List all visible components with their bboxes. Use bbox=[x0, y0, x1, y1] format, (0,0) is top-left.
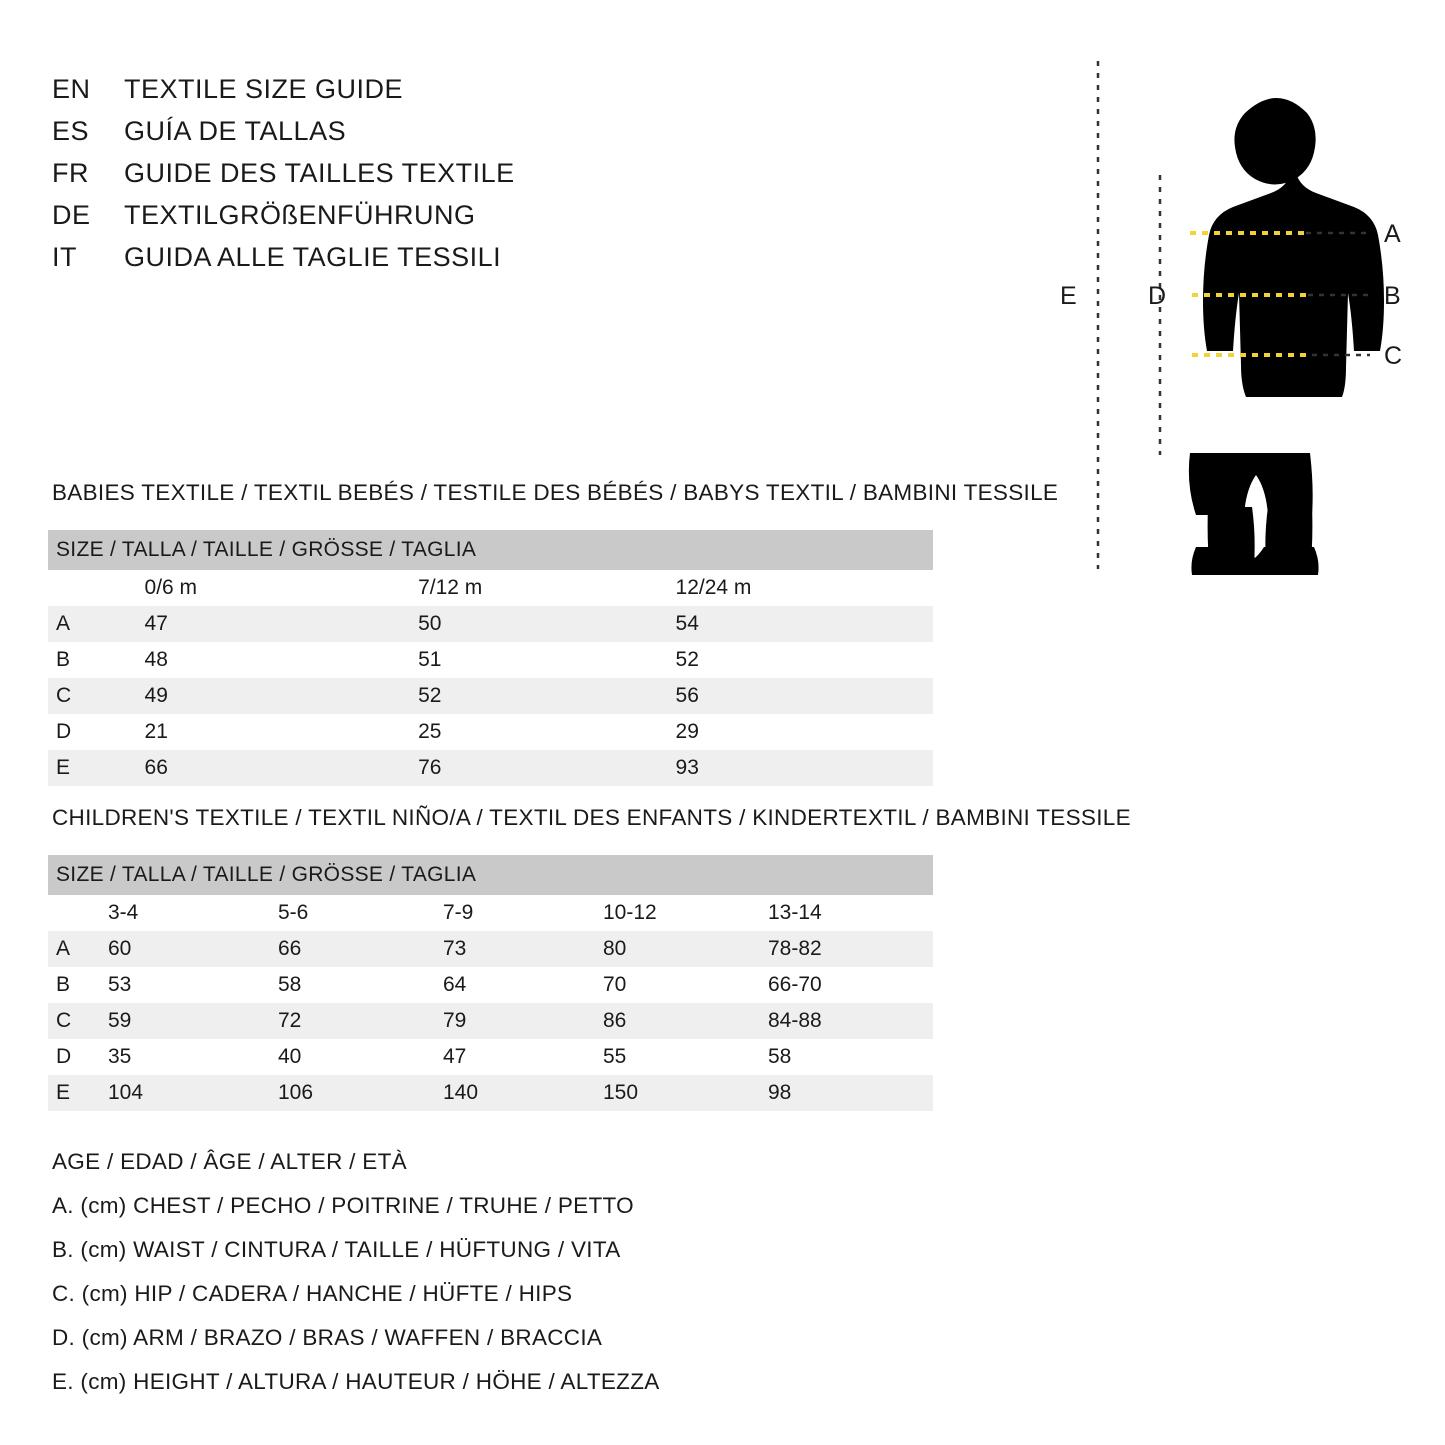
cell: 66 bbox=[278, 931, 443, 967]
babies-section-heading: BABIES TEXTILE / TEXTIL BEBÉS / TESTILE DES BÉBÉS / BABYS TEXTIL / BAMBINI TESSILE bbox=[52, 480, 1059, 505]
legend-line: E. (cm) HEIGHT / ALTURA / HAUTEUR / HÖHE / ALTEZZA bbox=[52, 1369, 660, 1394]
row-label: D bbox=[56, 1045, 72, 1068]
legend-line: B. (cm) WAIST / CINTURA / TAILLE / HÜFTUNG / VITA bbox=[52, 1237, 621, 1262]
cell: 59 bbox=[108, 1003, 278, 1039]
column-header: 7-9 bbox=[443, 895, 603, 931]
cell: 106 bbox=[278, 1075, 443, 1111]
row-label: A bbox=[48, 931, 108, 967]
label-c: C bbox=[1384, 342, 1403, 370]
row-label: E bbox=[48, 750, 145, 786]
cell: 40 bbox=[278, 1045, 302, 1068]
language-code: DE bbox=[52, 200, 91, 230]
cell: 70 bbox=[603, 973, 627, 996]
row-label: A bbox=[48, 606, 145, 642]
cell: 50 bbox=[418, 606, 675, 642]
cell: 76 bbox=[418, 750, 675, 786]
cell: 60 bbox=[108, 931, 278, 967]
cell: 47 bbox=[145, 606, 419, 642]
column-header: 3-4 bbox=[108, 895, 278, 931]
column-header: 13-14 bbox=[768, 895, 933, 931]
table-row bbox=[48, 1003, 933, 1039]
table-band-row bbox=[48, 855, 933, 895]
table-header-row bbox=[48, 570, 933, 606]
cell: 49 bbox=[145, 678, 419, 714]
language-row bbox=[52, 200, 752, 242]
table-row bbox=[48, 967, 933, 1003]
cell: 52 bbox=[675, 648, 699, 671]
language-title: GUIDA ALLE TAGLIE TESSILI bbox=[124, 242, 502, 272]
band-label: SIZE / TALLA / TAILLE / GRÖSSE / TAGLIA bbox=[48, 530, 933, 570]
cell: 79 bbox=[443, 1003, 603, 1039]
cell: 54 bbox=[676, 606, 933, 642]
label-b: B bbox=[1384, 282, 1401, 310]
cell: 56 bbox=[676, 678, 933, 714]
cell: 98 bbox=[768, 1075, 933, 1111]
cell: 84-88 bbox=[768, 1003, 933, 1039]
cell: 53 bbox=[108, 973, 132, 996]
row-label: B bbox=[56, 648, 71, 671]
cell: 66 bbox=[145, 750, 419, 786]
cell: 150 bbox=[603, 1075, 768, 1111]
table-band-row bbox=[48, 530, 933, 570]
legend-line: C. (cm) HIP / CADERA / HANCHE / HÜFTE / HIPS bbox=[52, 1281, 573, 1306]
label-e: E bbox=[1060, 282, 1077, 310]
table-header-row bbox=[48, 895, 933, 931]
cell: 72 bbox=[278, 1003, 443, 1039]
table-row bbox=[48, 1075, 933, 1111]
cell: 140 bbox=[443, 1075, 603, 1111]
table-row bbox=[48, 642, 933, 678]
column-header: 12/24 m bbox=[676, 570, 933, 606]
row-label-empty bbox=[48, 570, 145, 606]
cell: 21 bbox=[144, 720, 168, 743]
language-code: EN bbox=[52, 74, 91, 104]
cell: 78-82 bbox=[768, 931, 933, 967]
language-title: GUIDE DES TAILLES TEXTILE bbox=[124, 158, 515, 188]
language-title: GUÍA DE TALLAS bbox=[124, 116, 347, 146]
column-header: 7/12 m bbox=[418, 570, 675, 606]
measurement-legend bbox=[52, 1140, 952, 1404]
language-title-block bbox=[52, 74, 752, 284]
cell: 58 bbox=[278, 973, 302, 996]
cell: 25 bbox=[418, 720, 442, 743]
language-row bbox=[52, 74, 752, 116]
language-row bbox=[52, 116, 752, 158]
cell: 55 bbox=[603, 1045, 627, 1068]
table-row bbox=[48, 606, 933, 642]
language-title: TEXTILGRÖßENFÜHRUNG bbox=[124, 200, 476, 230]
cell: 73 bbox=[443, 931, 603, 967]
label-a: A bbox=[1384, 220, 1401, 248]
cell: 86 bbox=[603, 1003, 768, 1039]
table-row bbox=[48, 714, 933, 750]
row-label: E bbox=[48, 1075, 108, 1111]
cell: 48 bbox=[144, 648, 168, 671]
row-label-empty bbox=[48, 895, 108, 931]
legend-line: D. (cm) ARM / BRAZO / BRAS / WAFFEN / BRACCIA bbox=[52, 1325, 603, 1350]
cell: 66-70 bbox=[768, 973, 822, 996]
table-row bbox=[48, 1039, 933, 1075]
language-title: TEXTILE SIZE GUIDE bbox=[124, 74, 404, 104]
cell: 58 bbox=[768, 1045, 792, 1068]
language-code: FR bbox=[52, 158, 89, 188]
column-header: 5-6 bbox=[278, 895, 443, 931]
table-row bbox=[48, 931, 933, 967]
cell: 52 bbox=[418, 678, 675, 714]
cell: 104 bbox=[108, 1075, 278, 1111]
cell: 64 bbox=[443, 973, 467, 996]
legend-line: A. (cm) CHEST / PECHO / POITRINE / TRUHE / PETTO bbox=[52, 1193, 634, 1218]
band-label: SIZE / TALLA / TAILLE / GRÖSSE / TAGLIA bbox=[48, 855, 933, 895]
language-code: IT bbox=[52, 242, 77, 272]
row-label: B bbox=[56, 973, 71, 996]
cell: 93 bbox=[676, 750, 933, 786]
cell: 35 bbox=[108, 1045, 132, 1068]
label-d: D bbox=[1148, 282, 1167, 310]
cell: 80 bbox=[603, 931, 768, 967]
cell: 29 bbox=[675, 720, 699, 743]
row-label: C bbox=[48, 1003, 108, 1039]
language-code: ES bbox=[52, 116, 90, 146]
row-label: D bbox=[56, 720, 72, 743]
legend-line: AGE / EDAD / ÂGE / ALTER / ETÀ bbox=[52, 1149, 407, 1174]
cell: 51 bbox=[418, 648, 442, 671]
babies-size-table bbox=[48, 530, 933, 786]
row-label: C bbox=[48, 678, 145, 714]
language-row bbox=[52, 158, 752, 200]
language-row bbox=[52, 242, 752, 284]
body-measurement-diagram bbox=[1040, 55, 1420, 575]
table-row bbox=[48, 678, 933, 714]
cell: 47 bbox=[443, 1045, 467, 1068]
children-section-heading: CHILDREN'S TEXTILE / TEXTIL NIÑO/A / TEXTIL DES ENFANTS / KINDERTEXTIL / BAMBINI TESSILE bbox=[52, 805, 1131, 830]
table-row bbox=[48, 750, 933, 786]
column-header: 0/6 m bbox=[145, 570, 419, 606]
column-header: 10-12 bbox=[603, 895, 768, 931]
children-size-table bbox=[48, 855, 933, 1111]
child-silhouette bbox=[1189, 98, 1384, 575]
